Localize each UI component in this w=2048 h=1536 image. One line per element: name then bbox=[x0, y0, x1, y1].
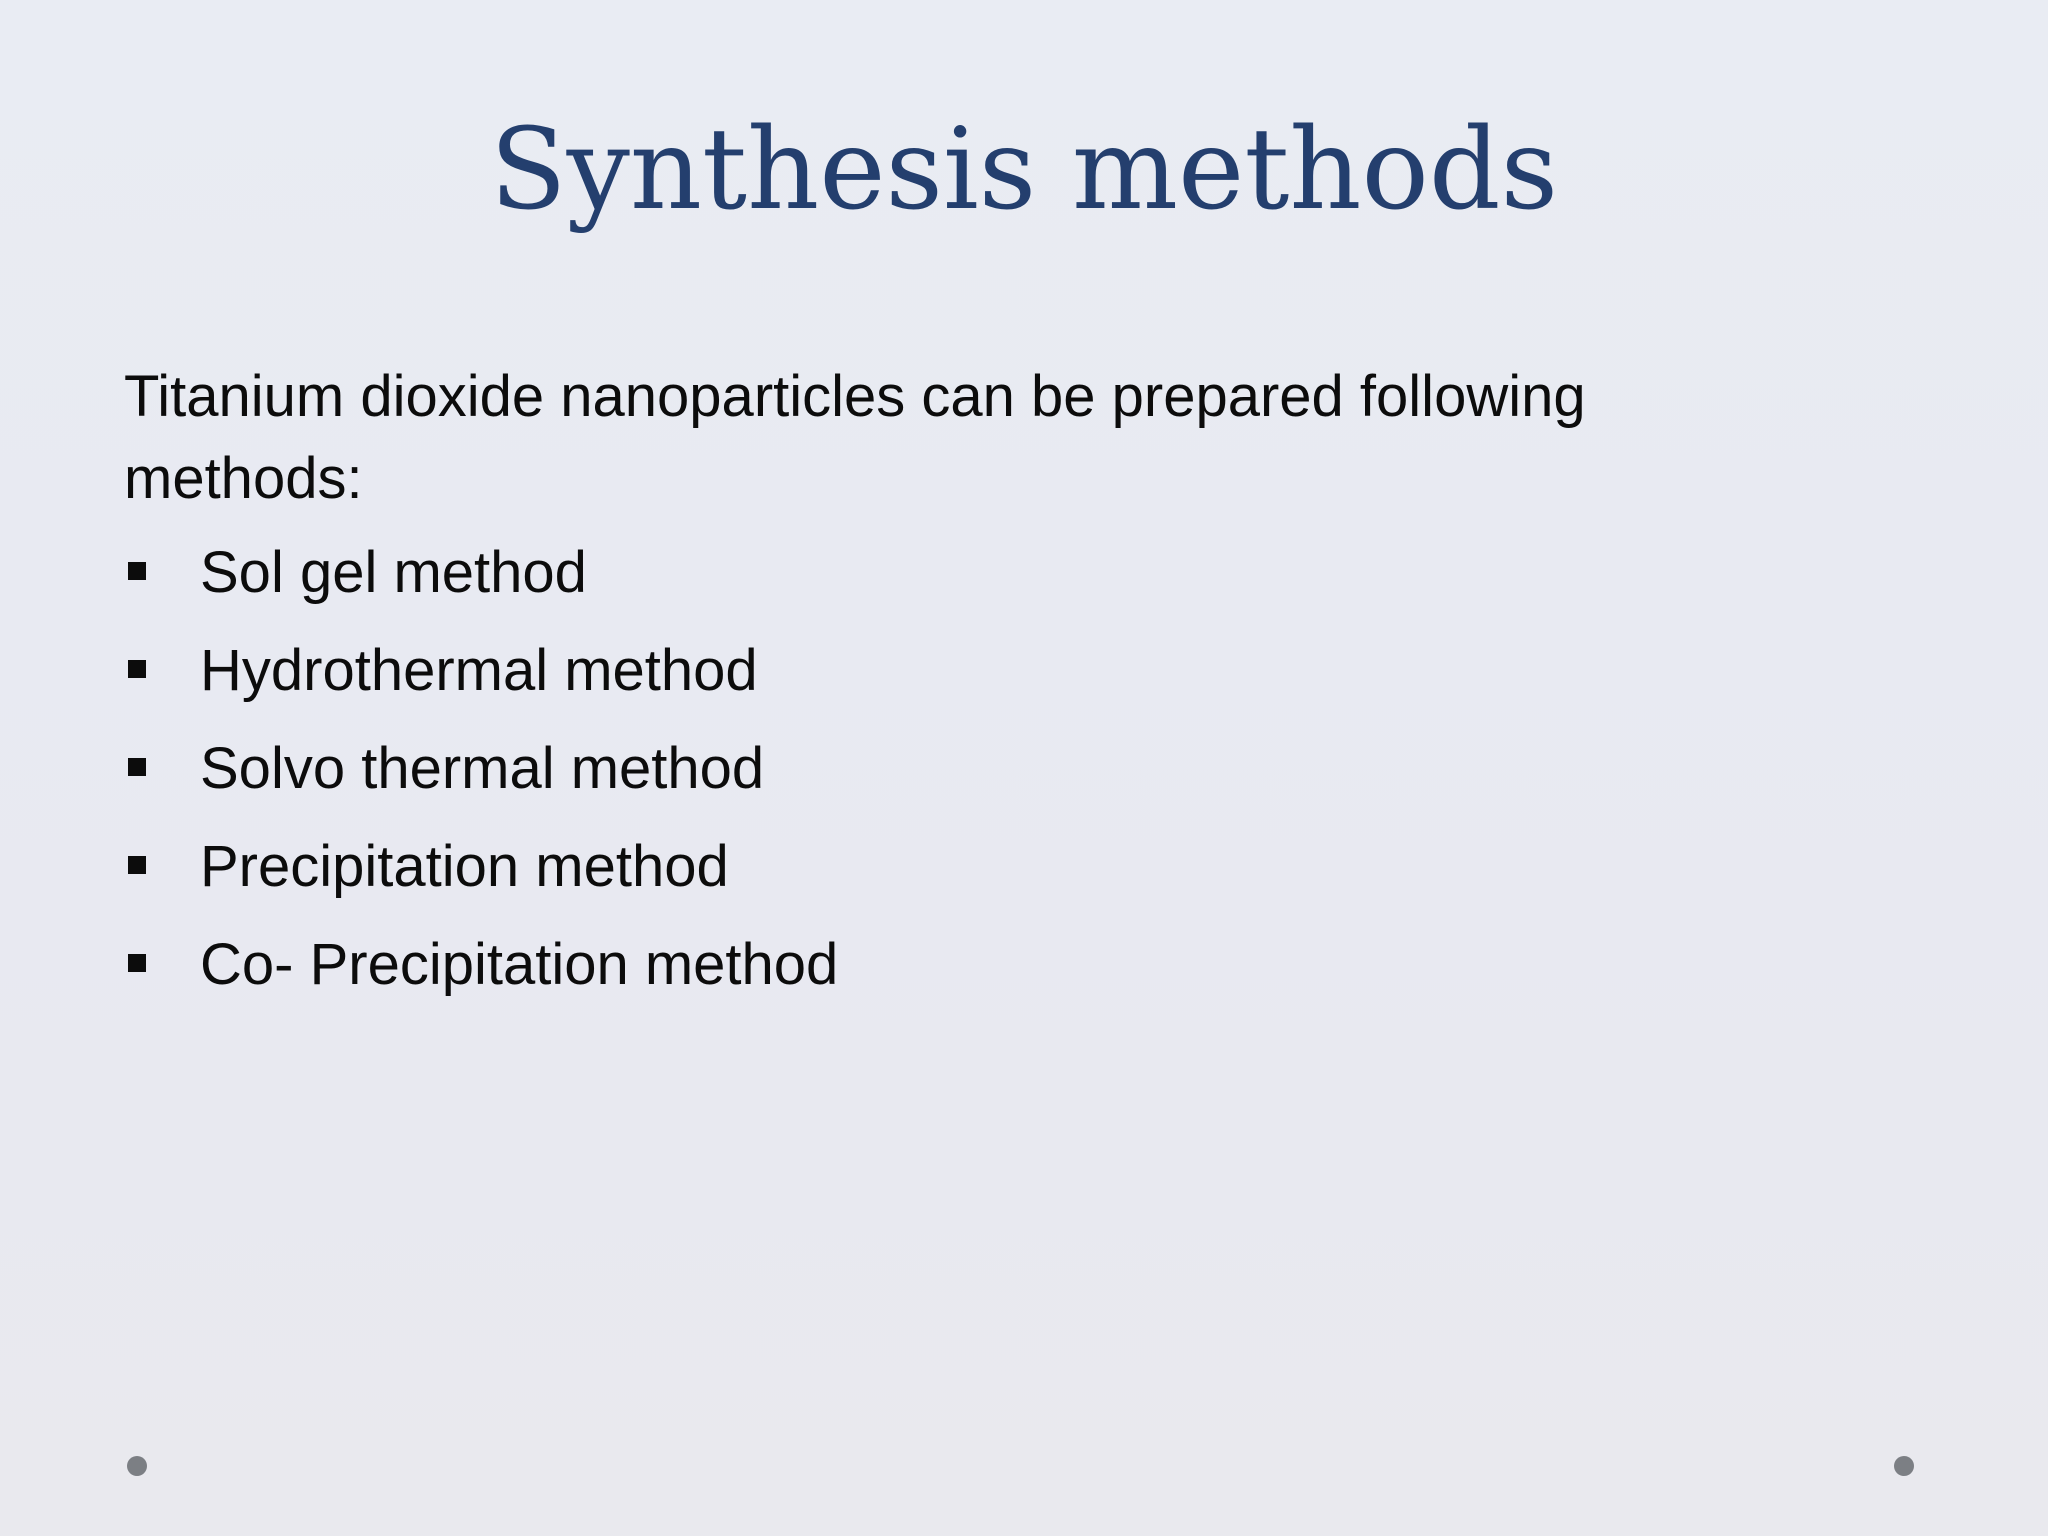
method-label: Sol gel method bbox=[200, 540, 587, 605]
list-item bbox=[124, 720, 1924, 818]
dot-icon bbox=[127, 1456, 147, 1476]
method-label: Hydrothermal method bbox=[200, 638, 758, 703]
method-label: Solvo thermal method bbox=[200, 736, 765, 801]
square-bullet-icon bbox=[128, 758, 146, 776]
list-item bbox=[124, 524, 1924, 622]
list-item bbox=[124, 916, 1924, 1014]
square-bullet-icon bbox=[128, 856, 146, 874]
square-bullet-icon bbox=[128, 660, 146, 678]
square-bullet-icon bbox=[128, 954, 146, 972]
slide-title: Synthesis methods bbox=[489, 105, 1559, 235]
method-label: Co- Precipitation method bbox=[200, 932, 839, 997]
method-label: Precipitation method bbox=[200, 834, 729, 899]
list-item bbox=[124, 818, 1924, 916]
slide-body bbox=[124, 356, 1924, 1014]
methods-list bbox=[124, 524, 1924, 1014]
dot-icon bbox=[1894, 1456, 1914, 1476]
intro-text: Titanium dioxide nanoparticles can be prepared following methods: bbox=[124, 364, 1586, 511]
list-item bbox=[124, 622, 1924, 720]
square-bullet-icon bbox=[128, 562, 146, 580]
